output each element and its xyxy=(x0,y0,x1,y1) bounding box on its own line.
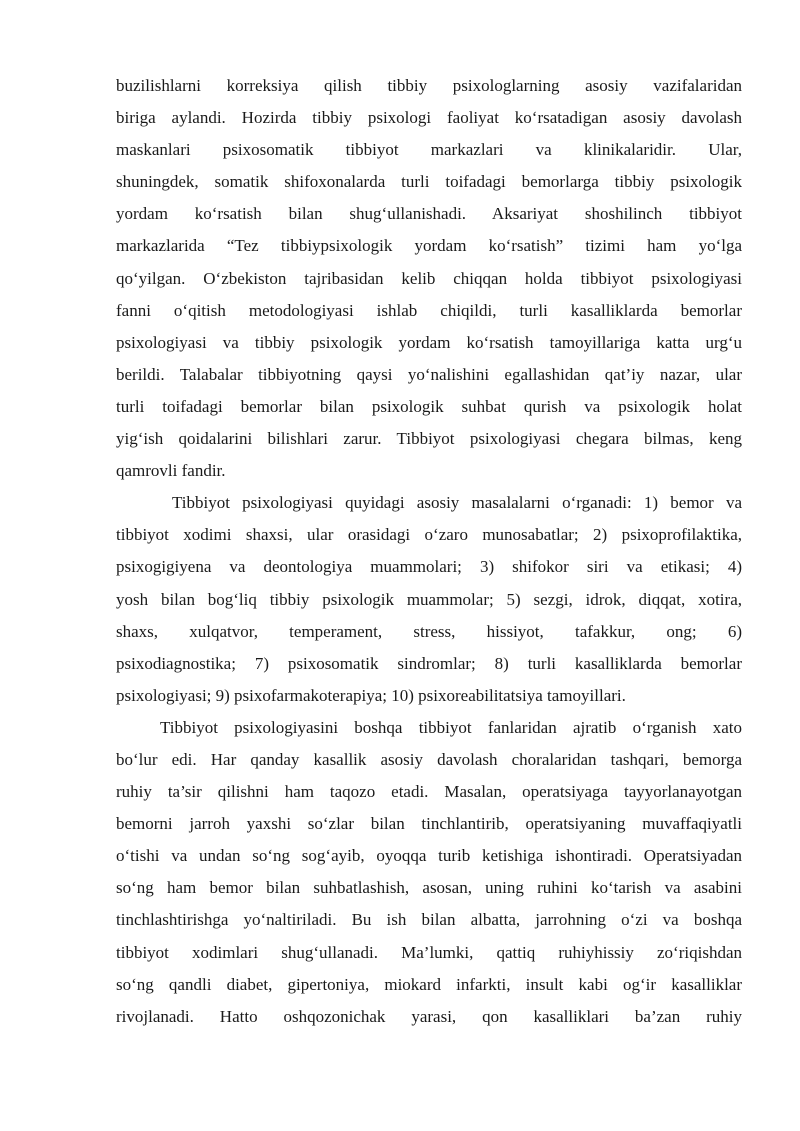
text-line: psixologiyasi va tibbiy psixologik yordam ko‘rsatish tamoyillariga katta urg‘u xyxy=(116,332,742,352)
text-line: psixodiagnostika; 7) psixosomatik sindromlar; 8) turli kasalliklarda bemorlar xyxy=(116,653,742,673)
text-line: yosh bilan bog‘liq tibbiy psixologik muammolar; 5) sezgi, idrok, diqqat, xotira, xyxy=(116,589,742,609)
text-line: tibbiyot xodimi shaxsi, ular orasidagi o‘zaro munosabatlar; 2) psixoprofilaktika, xyxy=(116,525,742,545)
text-line: berildi. Talabalar tibbiyotning qaysi yo‘nalishini egallashidan qat’iy nazar, ular xyxy=(116,364,742,384)
text-line: turli toifadagi bemorlar bilan psixologik suhbat qurish va psixologik holat xyxy=(116,396,742,416)
text-line: o‘tishi va undan so‘ng sog‘ayib, oyoqqa turib ketishiga ishontiradi. Operatsiyadan xyxy=(116,846,742,866)
text-line: biriga aylandi. Hozirda tibbiy psixologi faoliyat ko‘rsatadigan asosiy davolash xyxy=(116,108,742,128)
text-line: Tibbiyot psixologiyasi quyidagi asosiy masalalarni o‘rganadi: 1) bemor va xyxy=(172,493,742,513)
text-line: maskanlari psixosomatik tibbiyot markazlari va klinikalaridir. Ular, xyxy=(116,140,742,160)
text-line: ruhiy ta’sir qilishni ham taqozo etadi. Masalan, operatsiyaga tayyorlanayotgan xyxy=(116,782,742,802)
text-line: qo‘yilgan. O‘zbekiston tajribasidan kelib chiqqan holda tibbiyot psixologiyasi xyxy=(116,268,742,288)
text-line: qamrovli fandir. xyxy=(116,461,226,481)
text-line: markazlarida “Tez tibbiypsixologik yordam ko‘rsatish” tizimi ham yo‘lga xyxy=(116,236,742,256)
text-line: yordam ko‘rsatish bilan shug‘ullanishadi. Aksariyat shoshilinch tibbiyot xyxy=(116,204,742,224)
text-line: so‘ng ham bemor bilan suhbatlashish, asosan, uning ruhini ko‘tarish va asabini xyxy=(116,878,742,898)
paragraph-2 xyxy=(116,487,742,712)
text-line: tinchlashtirishga yo‘naltiriladi. Bu ish bilan albatta, jarrohning o‘zi va boshqa xyxy=(116,910,742,930)
text-line: shaxs, xulqatvor, temperament, stress, hissiyot, tafakkur, ong; 6) xyxy=(116,621,742,641)
text-line: yig‘ish qoidalarini bilishlari zarur. Tibbiyot psixologiyasi chegara bilmas, keng xyxy=(116,429,742,449)
paragraph-1 xyxy=(116,70,742,487)
paragraph-3 xyxy=(116,712,742,1033)
text-line: rivojlanadi. Hatto oshqozonichak yarasi, qon kasalliklari ba’zan ruhiy xyxy=(116,1006,742,1026)
text-line: shuningdek, somatik shifoxonalarda turli toifadagi bemorlarga tibbiy psixologik xyxy=(116,172,742,192)
text-line: so‘ng qandli diabet, gipertoniya, miokard infarkti, insult kabi og‘ir kasalliklar xyxy=(116,974,742,994)
text-line: psixogigiyena va deontologiya muammolari; 3) shifokor siri va etikasi; 4) xyxy=(116,557,742,577)
text-line: buzilishlarni korreksiya qilish tibbiy psixologlarning asosiy vazifalaridan xyxy=(116,76,742,95)
text-line: bemorni jarroh yaxshi so‘zlar bilan tinchlantirib, operatsiyaning muvaffaqiyatli xyxy=(116,814,742,834)
text-line: fanni o‘qitish metodologiyasi ishlab chiqildi, turli kasalliklarda bemorlar xyxy=(116,300,742,320)
text-line: Tibbiyot psixologiyasini boshqa tibbiyot fanlaridan ajratib o‘rganish xato xyxy=(160,717,742,737)
text-line: bo‘lur edi. Har qanday kasallik asosiy davolash choralaridan tashqari, bemorga xyxy=(116,749,742,769)
text-line: tibbiyot xodimlari shug‘ullanadi. Ma’lumki, qattiq ruhiyhissiy zo‘riqishdan xyxy=(116,942,742,962)
text-line: psixologiyasi; 9) psixofarmakoterapiya; 10) psixoreabilitatsiya tamoyillari. xyxy=(116,685,626,705)
body-text xyxy=(116,70,742,1033)
